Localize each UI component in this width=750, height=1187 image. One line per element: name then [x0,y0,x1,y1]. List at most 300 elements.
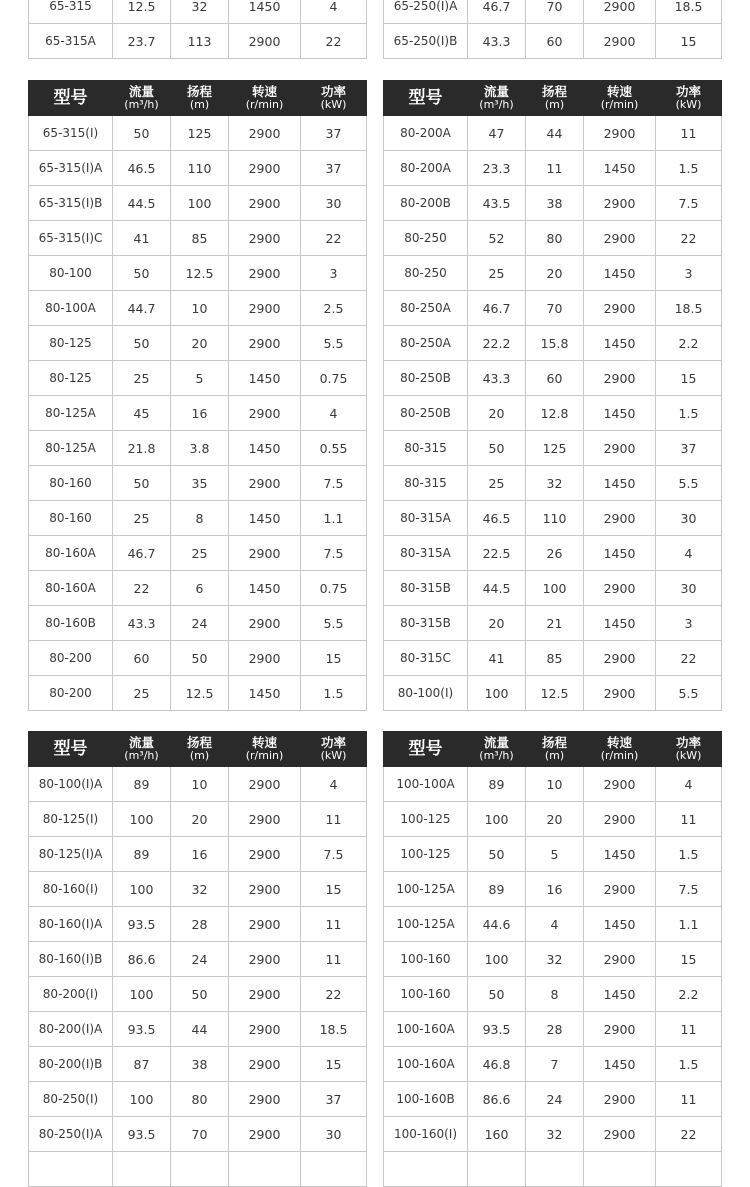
cell-head: 10 [171,291,229,326]
cell-head: 3.8 [171,431,229,466]
spec-table-top-right [383,0,722,59]
cell-model: 80-100(I)A [29,767,113,802]
cell-speed: 1450 [584,396,656,431]
cell-flow: 60 [113,641,171,676]
cell-power: 4 [301,396,367,431]
cell-head: 113 [171,24,229,59]
cell-speed: 2900 [584,431,656,466]
table-row [384,221,722,256]
header-head [526,732,584,767]
header-speed-label: 转速 [251,84,277,99]
table-row [384,767,722,802]
table-row [384,872,722,907]
cell-speed: 2900 [584,942,656,977]
cell-flow: 100 [468,942,526,977]
cell-speed: 1450 [584,466,656,501]
cell-model: 80-160A [29,571,113,606]
table-row [29,1047,367,1082]
cell-flow: 52 [468,221,526,256]
cell-flow: 43.5 [468,186,526,221]
cell-head: 5 [171,361,229,396]
cell-flow: 86.6 [113,942,171,977]
header-head [526,81,584,116]
cell-flow: 87 [113,1047,171,1082]
cell-flow: 44.7 [113,291,171,326]
header-power-unit: (kW) [320,98,347,111]
cell-speed: 2900 [229,116,301,151]
cell-model: 100-125A [384,907,468,942]
cell-model: 80-250(I) [29,1082,113,1117]
cell-power: 11 [656,1012,722,1047]
cell-power [301,1152,367,1187]
cell-model: 80-160B [29,606,113,641]
cell-flow: 46.8 [468,1047,526,1082]
header-flow-unit: (m³/h) [124,98,159,111]
cell-head: 20 [171,326,229,361]
header-speed-label: 转速 [606,735,632,750]
cell-speed: 2900 [584,676,656,711]
cell-head: 85 [171,221,229,256]
table-row [384,802,722,837]
cell-model: 65-315 [29,0,113,24]
cell-head: 24 [171,942,229,977]
cell-speed: 1450 [584,151,656,186]
cell-head: 15.8 [526,326,584,361]
header-model: 型号 [384,732,468,767]
cell-power: 11 [656,1082,722,1117]
cell-head: 80 [171,1082,229,1117]
table-row [29,767,367,802]
cell-head: 10 [526,767,584,802]
cell-model: 80-250(I)A [29,1117,113,1152]
header-head-label: 扬程 [186,735,212,750]
cell-model: 80-160A [29,536,113,571]
cell-power: 15 [301,641,367,676]
cell-speed: 2900 [584,361,656,396]
cell-power: 37 [301,1082,367,1117]
table-row [384,291,722,326]
cell-head: 38 [171,1047,229,1082]
table-row [29,872,367,907]
cell-power: 11 [301,942,367,977]
cell-head [526,1152,584,1187]
header-flow-unit: (m³/h) [479,749,514,762]
cell-model: 80-125(I)A [29,837,113,872]
cell-head: 50 [171,641,229,676]
cell-model: 80-315 [384,466,468,501]
cell-head: 24 [526,1082,584,1117]
table-row [29,977,367,1012]
cell-power: 22 [656,641,722,676]
table-row [384,907,722,942]
cell-model: 80-125(I) [29,802,113,837]
table-row [29,676,367,711]
cell-flow: 46.5 [468,501,526,536]
spec-table-bottom-right [383,731,722,1187]
cell-head: 24 [171,606,229,641]
cell-power: 1.5 [656,1047,722,1082]
cell-power: 5.5 [656,466,722,501]
cell-flow: 25 [113,501,171,536]
cell-flow: 46.5 [113,151,171,186]
table-row [384,1117,722,1152]
header-speed-unit: (r/min) [245,749,284,762]
cell-head: 85 [526,641,584,676]
table-row [29,606,367,641]
header-flow-label: 流量 [483,735,509,750]
cell-flow: 23.3 [468,151,526,186]
header-speed-label: 转速 [251,735,277,750]
table-row [29,151,367,186]
cell-model: 80-100A [29,291,113,326]
cell-model: 80-200A [384,116,468,151]
cell-power: 4 [301,767,367,802]
cell-head: 70 [526,0,584,24]
header-model: 型号 [384,81,468,116]
table-row [384,1082,722,1117]
cell-speed: 2900 [229,151,301,186]
cell-head: 25 [171,536,229,571]
cell-head: 110 [171,151,229,186]
cell-power: 2.2 [656,326,722,361]
cell-model: 80-160(I)B [29,942,113,977]
cell-speed: 2900 [584,116,656,151]
cell-power: 2.5 [301,291,367,326]
table-row [29,571,367,606]
cell-flow: 46.7 [113,536,171,571]
cell-power: 37 [301,116,367,151]
cell-model: 100-160B [384,1082,468,1117]
cell-speed: 2900 [229,872,301,907]
cell-head: 6 [171,571,229,606]
header-speed [584,81,656,116]
cell-head: 7 [526,1047,584,1082]
table-row [29,431,367,466]
spec-table-top-left [28,0,367,59]
table-row [384,1012,722,1047]
spec-table-bottom-left [28,731,367,1187]
cell-flow: 50 [113,116,171,151]
cell-head: 10 [171,767,229,802]
header-speed [229,732,301,767]
cell-model: 80-250B [384,361,468,396]
cell-power: 7.5 [656,186,722,221]
header-head-unit: (m) [544,98,565,111]
table-row [384,977,722,1012]
cell-speed: 2900 [584,872,656,907]
cell-flow: 160 [468,1117,526,1152]
header-flow-unit: (m³/h) [124,749,159,762]
cell-head: 125 [526,431,584,466]
cell-power: 11 [301,907,367,942]
cell-head: 12.5 [171,256,229,291]
cell-head: 32 [171,872,229,907]
cell-power: 18.5 [656,291,722,326]
cell-power: 22 [301,977,367,1012]
header-head-unit: (m) [189,749,210,762]
table-row [384,641,722,676]
cell-model: 100-125A [384,872,468,907]
cell-power: 15 [656,942,722,977]
cell-flow: 100 [468,802,526,837]
cell-speed: 1450 [229,361,301,396]
cell-model [384,1152,468,1187]
cell-head: 20 [526,256,584,291]
cell-flow: 89 [468,872,526,907]
header-head [171,732,229,767]
header-speed-label: 转速 [606,84,632,99]
table-header-row [29,732,367,767]
table-row [29,0,367,24]
cell-flow: 25 [113,676,171,711]
cell-power: 0.75 [301,571,367,606]
cell-speed: 2900 [229,186,301,221]
cell-model: 80-250A [384,291,468,326]
cell-head: 100 [171,186,229,221]
cell-flow: 100 [468,676,526,711]
cell-model: 100-125 [384,802,468,837]
header-power-unit: (kW) [675,749,702,762]
spec-table-mid-left [28,80,367,711]
header-power-label: 功率 [675,84,701,99]
cell-flow: 45 [113,396,171,431]
cell-model: 100-160(I) [384,1117,468,1152]
table-row [384,396,722,431]
cell-speed: 2900 [229,1047,301,1082]
header-flow-unit: (m³/h) [479,98,514,111]
table-row [384,606,722,641]
cell-head: 80 [526,221,584,256]
header-flow-label: 流量 [128,735,154,750]
table-row [384,942,722,977]
cell-speed: 1450 [584,536,656,571]
cell-model: 65-315(I)A [29,151,113,186]
header-power-label: 功率 [320,735,346,750]
cell-model: 65-315(I)B [29,186,113,221]
table-row [384,0,722,24]
cell-speed: 2900 [229,24,301,59]
table-row [29,1152,367,1187]
header-model: 型号 [29,732,113,767]
cell-head: 44 [171,1012,229,1047]
table-row [29,396,367,431]
cell-speed [229,1152,301,1187]
cell-power: 30 [656,571,722,606]
table-row [29,116,367,151]
cell-speed: 2900 [584,24,656,59]
cell-power: 4 [301,0,367,24]
cell-flow [113,1152,171,1187]
header-power-unit: (kW) [675,98,702,111]
cell-power: 5.5 [656,676,722,711]
cell-speed: 2900 [584,802,656,837]
cell-model: 80-200(I)B [29,1047,113,1082]
cell-head: 44 [526,116,584,151]
cell-power: 22 [301,221,367,256]
cell-power: 1.1 [656,907,722,942]
header-head-label: 扬程 [186,84,212,99]
cell-model: 100-160 [384,977,468,1012]
cell-speed: 2900 [229,291,301,326]
cell-flow: 100 [113,1082,171,1117]
cell-flow: 22.5 [468,536,526,571]
cell-speed: 2900 [584,1012,656,1047]
cell-speed: 1450 [584,977,656,1012]
cell-speed: 2900 [229,1082,301,1117]
cell-speed: 2900 [229,641,301,676]
cell-flow: 46.7 [468,291,526,326]
cell-model: 100-160 [384,942,468,977]
cell-flow: 50 [113,466,171,501]
cell-power: 30 [301,186,367,221]
cell-power: 7.5 [301,837,367,872]
header-speed-unit: (r/min) [600,98,639,111]
cell-model: 80-250 [384,256,468,291]
cell-model: 80-250B [384,396,468,431]
cell-power: 3 [656,606,722,641]
cell-model: 80-315 [384,431,468,466]
table-header-row [384,81,722,116]
header-flow-label: 流量 [128,84,154,99]
cell-head: 21 [526,606,584,641]
cell-flow [468,1152,526,1187]
header-speed [584,732,656,767]
table-row [384,361,722,396]
cell-speed: 2900 [229,326,301,361]
table-row [29,837,367,872]
cell-power: 3 [301,256,367,291]
cell-head: 110 [526,501,584,536]
cell-flow: 41 [468,641,526,676]
cell-head: 32 [526,1117,584,1152]
cell-model: 80-200 [29,641,113,676]
cell-head: 8 [171,501,229,536]
cell-speed: 2900 [584,221,656,256]
cell-speed: 2900 [229,606,301,641]
table-row [29,1082,367,1117]
cell-model: 80-160(I) [29,872,113,907]
header-model: 型号 [29,81,113,116]
table-row [384,536,722,571]
cell-flow: 22.2 [468,326,526,361]
table-row [384,116,722,151]
cell-flow: 89 [113,767,171,802]
cell-speed: 2900 [229,767,301,802]
cell-model: 80-250A [384,326,468,361]
cell-power: 22 [301,24,367,59]
header-power-unit: (kW) [320,749,347,762]
cell-flow: 44.6 [468,907,526,942]
header-head [171,81,229,116]
cell-model: 80-200(I) [29,977,113,1012]
cell-power: 15 [301,1047,367,1082]
cell-flow: 43.3 [468,361,526,396]
cell-flow: 50 [468,977,526,1012]
cell-head: 35 [171,466,229,501]
cell-model: 65-315(I)C [29,221,113,256]
cell-flow: 50 [468,837,526,872]
cell-flow: 23.7 [113,24,171,59]
cell-model: 65-315A [29,24,113,59]
cell-model: 80-125A [29,396,113,431]
cell-model: 80-125 [29,361,113,396]
cell-head: 8 [526,977,584,1012]
cell-speed: 2900 [229,837,301,872]
cell-speed: 2900 [584,291,656,326]
cell-model: 80-200 [29,676,113,711]
cell-head: 60 [526,361,584,396]
cell-model: 80-315B [384,606,468,641]
cell-power: 5.5 [301,326,367,361]
cell-flow: 89 [113,837,171,872]
cell-model: 100-160A [384,1047,468,1082]
header-head-unit: (m) [544,749,565,762]
cell-head: 32 [526,942,584,977]
cell-model: 80-125A [29,431,113,466]
cell-model: 100-125 [384,837,468,872]
header-head-label: 扬程 [541,84,567,99]
table-row [384,571,722,606]
cell-head: 16 [526,872,584,907]
cell-speed: 2900 [584,0,656,24]
cell-flow: 44.5 [113,186,171,221]
cell-power [656,1152,722,1187]
header-flow [113,81,171,116]
cell-head: 50 [171,977,229,1012]
cell-speed: 2900 [584,571,656,606]
cell-flow: 44.5 [468,571,526,606]
table-row [384,676,722,711]
cell-model: 80-315A [384,536,468,571]
cell-speed: 1450 [584,256,656,291]
cell-head: 38 [526,186,584,221]
cell-power: 0.75 [301,361,367,396]
cell-model: 100-160A [384,1012,468,1047]
cell-power: 0.55 [301,431,367,466]
cell-speed: 2900 [229,977,301,1012]
cell-power: 2.2 [656,977,722,1012]
cell-power: 37 [656,431,722,466]
cell-speed: 2900 [229,1012,301,1047]
header-power [301,81,367,116]
cell-flow: 22 [113,571,171,606]
cell-flow: 43.3 [468,24,526,59]
cell-head: 60 [526,24,584,59]
cell-head: 4 [526,907,584,942]
cell-flow: 89 [468,767,526,802]
cell-power: 18.5 [301,1012,367,1047]
table-row [29,221,367,256]
cell-power: 18.5 [656,0,722,24]
cell-speed: 2900 [584,1117,656,1152]
table-header-row [384,732,722,767]
cell-power: 15 [301,872,367,907]
header-head-label: 扬程 [541,735,567,750]
cell-speed: 1450 [584,1047,656,1082]
table-row [29,907,367,942]
cell-flow: 12.5 [113,0,171,24]
cell-flow: 47 [468,116,526,151]
cell-model: 80-200(I)A [29,1012,113,1047]
cell-speed: 2900 [229,256,301,291]
table-row [29,802,367,837]
cell-model: 80-100(I) [384,676,468,711]
cell-model: 80-160(I)A [29,907,113,942]
header-flow-label: 流量 [483,84,509,99]
table-row [29,256,367,291]
table-row [384,466,722,501]
cell-power: 11 [656,116,722,151]
